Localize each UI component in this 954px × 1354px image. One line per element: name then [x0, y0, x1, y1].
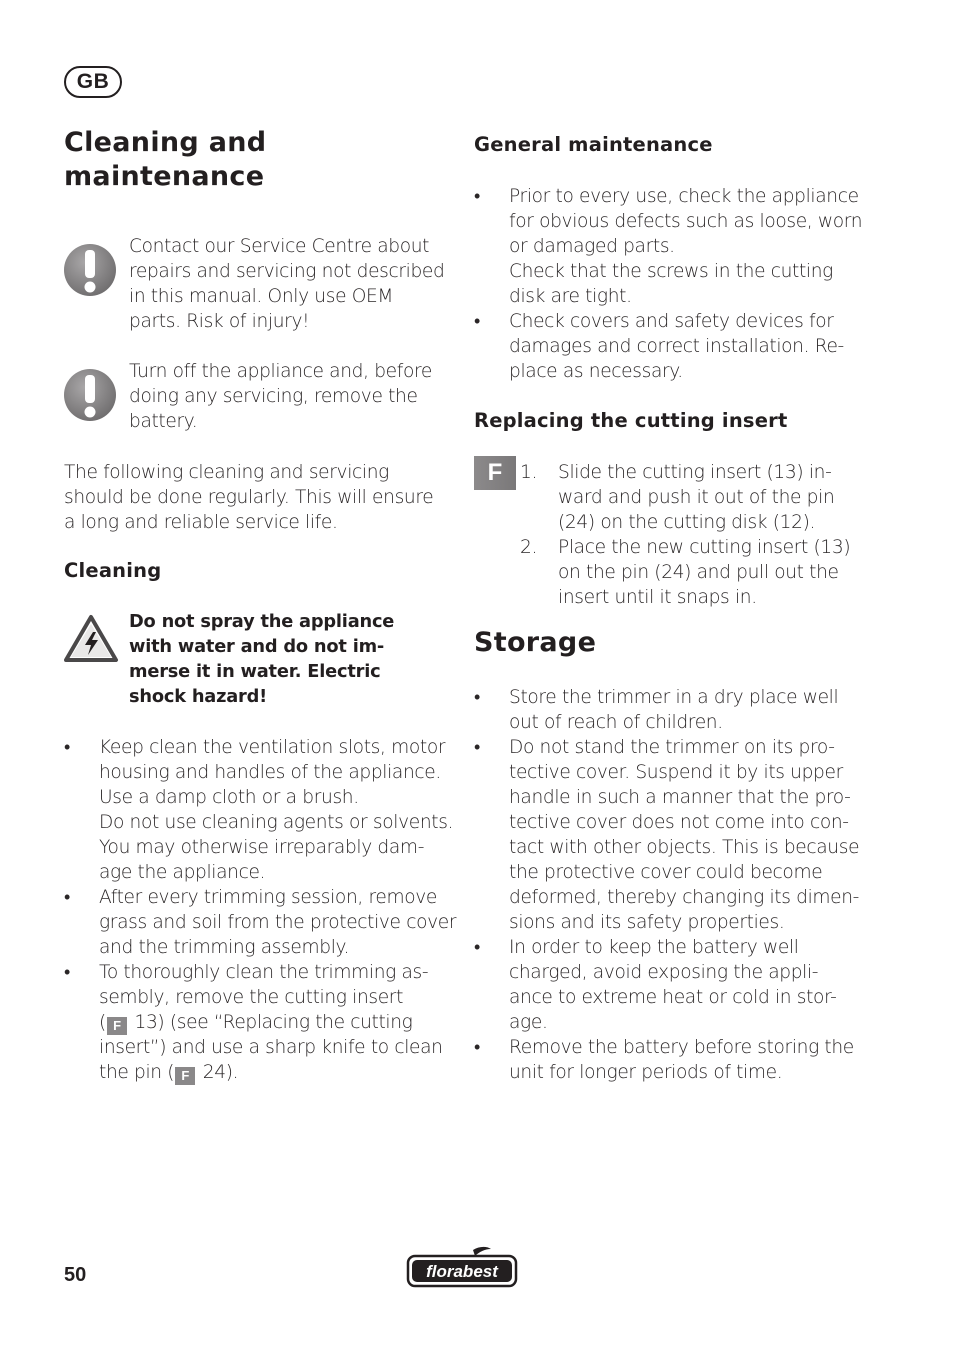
- list-item-line: and the trimming assembly.: [99, 937, 350, 958]
- list-item-line: insert until it snaps in.: [558, 587, 757, 608]
- caution-icon: [63, 242, 119, 302]
- list-item-line: Check that the screws in the cutting: [509, 261, 833, 282]
- list-item-line: age.: [509, 1012, 548, 1033]
- general-bullet-list: [474, 184, 862, 384]
- list-item: [474, 685, 859, 735]
- list-item-line: [99, 1010, 456, 1035]
- section-title-line: Cleaning and: [64, 127, 267, 158]
- list-item-line: • Check covers and safety devices for: [509, 311, 834, 332]
- caution-text: [129, 234, 444, 334]
- caution-text-line: Turn off the appliance and, before: [129, 361, 432, 382]
- list-item-line: • Do not stand the trimmer on its pro-: [509, 737, 835, 758]
- list-item-line: or damaged parts.: [509, 236, 675, 257]
- list-item-line: handle in such a manner that the pro-: [509, 787, 851, 808]
- list-item-line: Do not use cleaning agents or solvents.: [99, 812, 454, 833]
- list-item: [64, 960, 456, 1085]
- list-item-line: age the appliance.: [99, 862, 266, 883]
- list-item-line: • Remove the battery before storing the: [509, 1037, 854, 1058]
- list-item-line: on the pin (24) and pull out the: [558, 562, 839, 583]
- list-item-line: out of reach of children.: [509, 712, 723, 733]
- list-item-line: insert”) and use a sharp knife to clean: [99, 1037, 443, 1058]
- section-title: [64, 126, 266, 194]
- section-title-line: maintenance: [64, 161, 265, 192]
- list-item: [474, 735, 859, 935]
- list-item-line: • Keep clean the ventilation slots, motor: [99, 737, 446, 758]
- list-item-line: • After every trimming session, remove: [99, 887, 438, 908]
- cleaning-heading: Cleaning: [64, 559, 162, 582]
- caution-text: [129, 359, 432, 434]
- cleaning-bullet-list: [64, 735, 456, 1085]
- list-item: [474, 1035, 859, 1085]
- text-fragment: (: [99, 1012, 106, 1033]
- caution-text-line: parts. Risk of injury!: [129, 311, 310, 332]
- list-item-line: Slide the cutting insert (13) in-: [558, 462, 832, 483]
- step-number: 1.: [520, 462, 538, 483]
- caution-text-line: battery.: [129, 411, 198, 432]
- logo-text: florabest: [426, 1262, 498, 1281]
- list-item-line: disk are tight.: [509, 286, 632, 307]
- list-item-line: tective cover. Suspend it by its upper: [509, 762, 843, 783]
- step-number: 2.: [520, 537, 538, 558]
- list-item-line: [99, 1060, 456, 1085]
- list-item: [64, 735, 456, 885]
- list-item-line: grass and soil from the protective cover: [99, 912, 457, 933]
- warning-line: Do not spray the appliance: [129, 611, 395, 632]
- text-fragment: the pin (: [99, 1062, 175, 1083]
- intro-line: The following cleaning and servicing: [64, 462, 389, 483]
- list-item-line: • To thoroughly clean the trimming as-: [99, 962, 429, 983]
- list-item: [474, 184, 862, 309]
- list-item-line: ance to extreme heat or cold in stor-: [509, 987, 837, 1008]
- page-number: 50: [64, 1264, 87, 1286]
- list-item-line: sembly, remove the cutting insert: [99, 987, 404, 1008]
- list-item: [520, 460, 850, 535]
- list-item-line: Place the new cutting insert (13): [558, 537, 851, 558]
- replacing-insert-heading: Replacing the cutting insert: [474, 409, 788, 432]
- list-item-line: • Store the trimmer in a dry place well: [509, 687, 839, 708]
- list-item-line: ward and push it out of the pin: [558, 487, 835, 508]
- list-item-line: tact with other objects. This is because: [509, 837, 860, 858]
- list-item-line: place as necessary.: [509, 361, 683, 382]
- text-fragment: 13) (see “Replacing the cutting: [128, 1012, 413, 1033]
- list-item-line: deformed, thereby changing its dimen-: [509, 887, 860, 908]
- list-item-line: unit for longer periods of time.: [509, 1062, 783, 1083]
- list-item-line: charged, avoid exposing the appli-: [509, 962, 819, 983]
- list-item: [474, 935, 859, 1035]
- general-maintenance-heading: General maintenance: [474, 133, 713, 156]
- figure-f-icon: F: [474, 456, 516, 490]
- list-item-line: damages and correct installation. Re-: [509, 336, 844, 357]
- warning-line: with water and do not im-: [129, 636, 385, 657]
- caution-text-line: in this manual. Only use OEM: [129, 286, 394, 307]
- list-item-line: tective cover does not come into con-: [509, 812, 849, 833]
- list-item-line: • In order to keep the battery well: [509, 937, 799, 958]
- text-fragment: 24).: [197, 1062, 239, 1083]
- caution-icon: [63, 367, 119, 427]
- figure-f-icon: F: [107, 1017, 127, 1035]
- intro-paragraph: [64, 460, 433, 535]
- list-item-line: You may otherwise irreparably dam-: [99, 837, 425, 858]
- list-item-line: sions and its safety properties.: [509, 912, 785, 933]
- list-item-line: • Prior to every use, check the appliance: [509, 186, 859, 207]
- caution-text-line: Contact our Service Centre about: [129, 236, 430, 257]
- florabest-logo: [405, 1246, 519, 1290]
- electric-warning-text: [129, 609, 394, 709]
- list-item-line: the protective cover could become: [509, 862, 823, 883]
- figure-f-icon: F: [175, 1067, 195, 1085]
- list-item-line: Use a damp cloth or a brush.: [99, 787, 359, 808]
- storage-heading: Storage: [474, 627, 597, 658]
- list-item-line: (24) on the cutting disk (12).: [558, 512, 816, 533]
- list-item-line: housing and handles of the appliance.: [99, 762, 441, 783]
- intro-line: a long and reliable service life.: [64, 512, 338, 533]
- electric-hazard-icon: [63, 614, 119, 664]
- caution-text-line: doing any servicing, remove the: [129, 386, 418, 407]
- language-badge: GB: [64, 66, 122, 98]
- storage-bullet-list: [474, 685, 859, 1085]
- list-item: [520, 535, 850, 610]
- list-item: [474, 309, 862, 384]
- warning-line: merse it in water. Electric: [129, 661, 381, 682]
- caution-text-line: repairs and servicing not described: [129, 261, 445, 282]
- list-item-line: for obvious defects such as loose, worn: [509, 211, 863, 232]
- replacing-steps-list: [520, 460, 850, 610]
- warning-line: shock hazard!: [129, 686, 268, 707]
- intro-line: should be done regularly. This will ensure: [64, 487, 434, 508]
- list-item: [64, 885, 456, 960]
